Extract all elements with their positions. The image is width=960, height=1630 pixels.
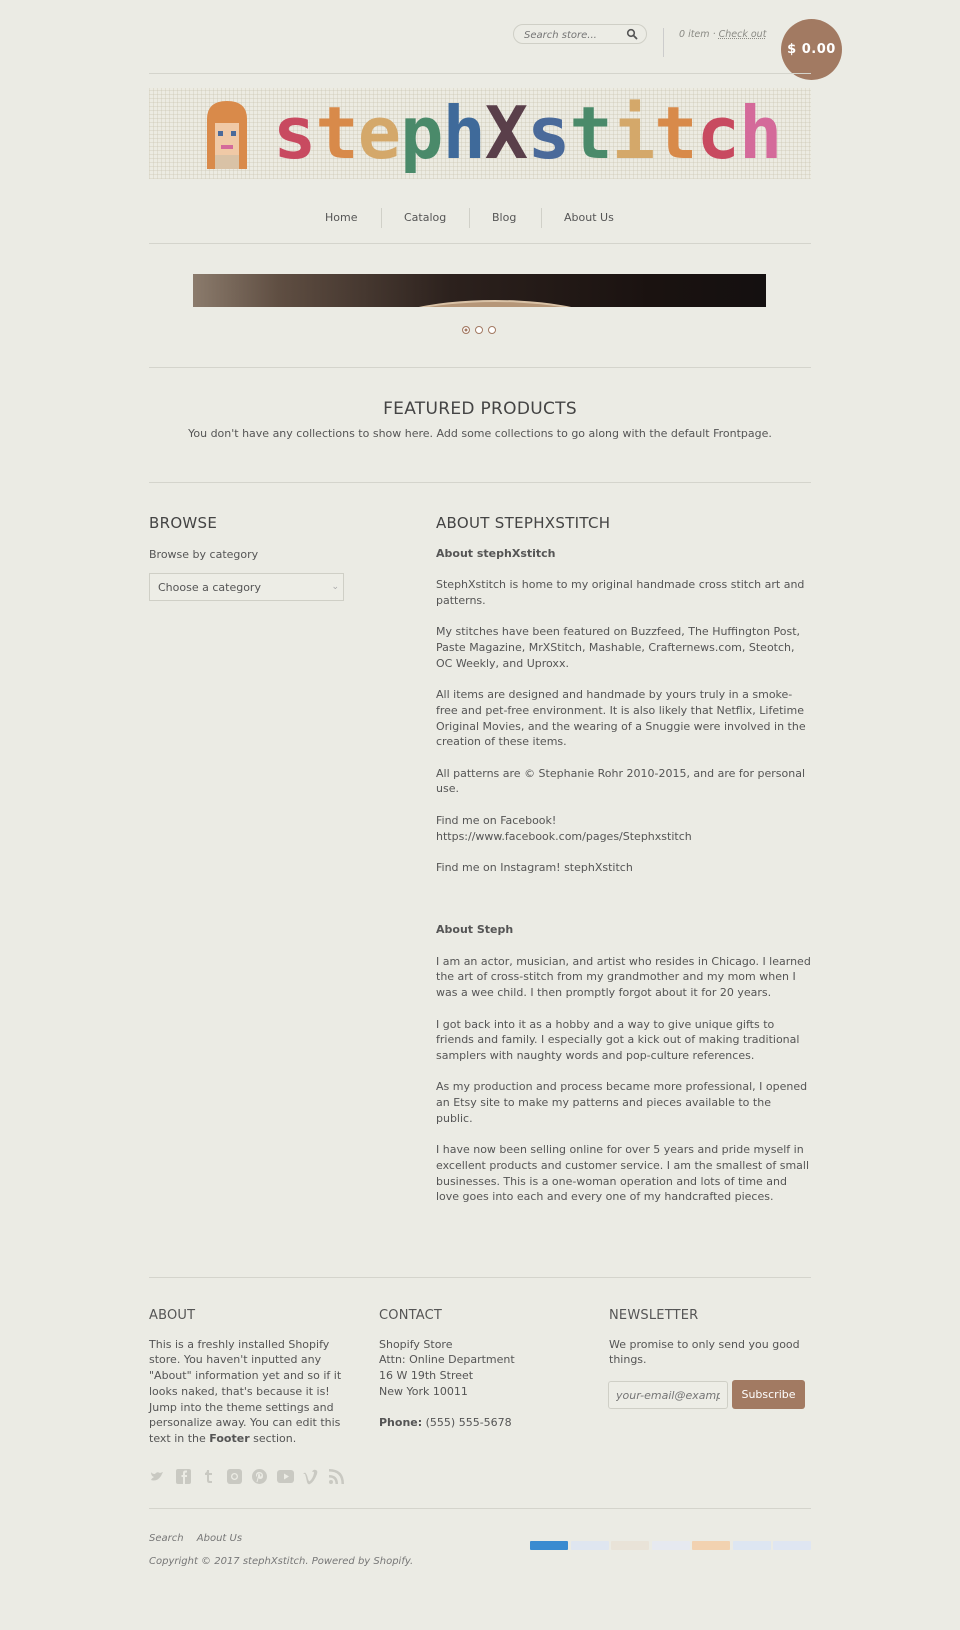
contact-phone xyxy=(379,1415,579,1431)
category-select-value: Choose a category xyxy=(158,581,261,594)
nav-rule xyxy=(149,243,811,244)
logo-letter: s xyxy=(273,91,316,175)
contact-line: Shopify Store xyxy=(379,1337,453,1351)
instagram-icon[interactable] xyxy=(226,1468,243,1485)
cart-total-button[interactable] xyxy=(781,19,842,80)
newsletter-email-input[interactable] xyxy=(608,1381,728,1409)
header-rule xyxy=(149,73,811,74)
slideshow-image[interactable] xyxy=(193,274,766,307)
embroidery-hoop-image xyxy=(373,300,617,307)
nav-catalog[interactable]: Catalog xyxy=(404,211,447,224)
tumblr-icon[interactable] xyxy=(200,1468,217,1485)
cirrus-icon xyxy=(571,1541,609,1550)
category-select[interactable] xyxy=(149,573,344,601)
footer-newsletter xyxy=(609,1308,809,1368)
nav-separator xyxy=(381,208,382,228)
about-paragraph: Find me on Instagram! stephXstitch xyxy=(436,860,633,874)
logo-text xyxy=(273,88,781,178)
vimeo-icon[interactable] xyxy=(302,1468,319,1485)
checkout-link[interactable]: Check out xyxy=(718,29,767,40)
footer-about-bold: Footer xyxy=(209,1431,250,1445)
footer-links xyxy=(149,1533,252,1544)
pinterest-icon[interactable] xyxy=(251,1468,268,1485)
phone-label: Phone: xyxy=(379,1416,423,1430)
about-paragraph: My stitches have been featured on Buzzfeed, The Huffington Post, Paste Magazine, MrXStitch, Mashable, Crafternews.com, Steotch, OC Weekly, and Uproxx. xyxy=(436,625,801,670)
logo-letter: X xyxy=(484,91,528,175)
store-logo[interactable] xyxy=(149,88,811,179)
logo-letter: i xyxy=(611,91,655,175)
cross-stitch-girl-icon xyxy=(199,97,255,171)
mastercard-icon xyxy=(692,1541,730,1550)
footer-about-body: This is a freshly installed Shopify store. You haven't inputted any "About" information yet and so if it looks naked, that's because it is! Jump into the theme settings and personalize away. You can edit this text in the xyxy=(149,1337,342,1445)
about-subtitle: About Steph xyxy=(436,923,514,937)
logo-letter: t xyxy=(654,91,697,175)
contact-line: 16 W 19th Street xyxy=(379,1369,474,1383)
main-nav xyxy=(0,211,960,227)
logo-letter: t xyxy=(315,91,358,175)
contact-line: Attn: Online Department xyxy=(379,1353,515,1367)
footer-about-tail: section. xyxy=(253,1431,297,1445)
twitter-icon[interactable] xyxy=(149,1468,166,1485)
nav-about-us[interactable]: About Us xyxy=(564,211,614,224)
about-paragraph: All items are designed and handmade by yours truly in a smoke-free and pet-free environment. It is also likely that Netflix, Lifetime Original Movies, and the wearing of a Snuggie were involved in the creation of these items. xyxy=(436,688,806,749)
logo-letter: p xyxy=(400,91,443,175)
footer-link-search[interactable]: Search xyxy=(149,1533,184,1544)
about-paragraph: I have now been selling online for over 5 years and pride myself in excellent products and customer service. I am the smallest of small businesses. This is a one-woman operation and lots of time and love goes into each and every one of my handcrafted pieces. xyxy=(436,1143,810,1204)
cart-total: $ 0.00 xyxy=(787,42,836,57)
jcb-icon xyxy=(652,1541,690,1550)
browse-title: BROWSE xyxy=(149,514,218,532)
slide-dot-3[interactable] xyxy=(488,326,496,334)
search-input[interactable] xyxy=(522,27,626,43)
copyright: Copyright © 2017 stephXstitch. Powered by Shopify. xyxy=(149,1556,414,1567)
logo-letter: h xyxy=(738,91,782,175)
footer-newsletter-title: NEWSLETTER xyxy=(609,1308,699,1323)
nav-blog[interactable]: Blog xyxy=(492,211,517,224)
facebook-icon[interactable] xyxy=(175,1468,192,1485)
contact-line: New York 10011 xyxy=(379,1384,468,1398)
about-title: ABOUT STEPHXSTITCH xyxy=(436,514,611,532)
about-content xyxy=(436,546,811,1221)
visa-icon xyxy=(773,1541,811,1550)
about-paragraph: I am an actor, musician, and artist who resides in Chicago. I learned the art of cross-stitch from my grandmother and my mom when I was a wee child. I then promptly forgot about it for 20 years. xyxy=(436,954,811,1000)
slide-dot-1[interactable] xyxy=(462,326,470,334)
footer-contact-title: CONTACT xyxy=(379,1308,443,1323)
footer-about-text xyxy=(149,1337,354,1447)
section-rule xyxy=(149,367,811,368)
slide-dot-2[interactable] xyxy=(475,326,483,334)
nav-separator xyxy=(469,208,470,228)
youtube-icon[interactable] xyxy=(277,1468,294,1485)
footer-rule xyxy=(149,1277,811,1278)
section-rule xyxy=(149,482,811,483)
browse-label: Browse by category xyxy=(149,548,259,561)
footer-about-title: ABOUT xyxy=(149,1308,196,1323)
about-paragraph: Find me on Facebook! https://www.facebook.com/pages/Stephxstitch xyxy=(436,813,692,843)
header-divider xyxy=(663,28,664,57)
newsletter-text: We promise to only send you good things. xyxy=(609,1337,800,1367)
nav-separator xyxy=(541,208,542,228)
about-paragraph: All patterns are © Stephanie Rohr 2010-2015, and are for personal use. xyxy=(436,766,806,796)
featured-products-title: FEATURED PRODUCTS xyxy=(383,399,577,419)
about-subtitle: About stephXstitch xyxy=(436,547,556,560)
footer-link-about-us[interactable]: About Us xyxy=(196,1533,243,1544)
cart-separator: · xyxy=(712,29,716,40)
footer-bottom-rule xyxy=(149,1508,811,1509)
logo-letter: c xyxy=(696,91,739,175)
logo-letter: e xyxy=(357,91,401,175)
amex-icon xyxy=(530,1541,568,1550)
logo-letter: t xyxy=(569,91,612,175)
cart-item-count: 0 item xyxy=(679,29,710,40)
footer-contact xyxy=(379,1308,579,1431)
about-paragraph: StephXstitch is home to my original handmade cross stitch art and patterns. xyxy=(436,578,805,608)
nav-home[interactable]: Home xyxy=(325,211,358,224)
featured-empty-message: You don't have any collections to show here. Add some collections to go along with the default Frontpage. xyxy=(188,427,772,440)
about-paragraph: As my production and process became more professional, I opened an Etsy site to make my patterns and pieces available to the public. xyxy=(436,1080,808,1125)
search-box[interactable] xyxy=(513,24,647,44)
discover-icon xyxy=(611,1541,649,1550)
paypal-icon xyxy=(733,1541,771,1550)
logo-letter: h xyxy=(442,91,485,175)
about-paragraph: I got back into it as a hobby and a way to give unique gifts to friends and family. I especially got a kick out of making traditional samplers with naughty words and pop-culture references. xyxy=(436,1017,800,1062)
cart-summary xyxy=(679,27,774,43)
search-icon[interactable] xyxy=(626,28,638,40)
rss-icon[interactable] xyxy=(328,1468,345,1485)
chevron-down-icon: ⌄ xyxy=(331,582,339,592)
footer-about xyxy=(149,1308,354,1447)
phone-value: (555) 555-5678 xyxy=(425,1416,512,1430)
logo-letter: s xyxy=(527,91,570,175)
subscribe-button[interactable]: Subscribe xyxy=(732,1380,805,1409)
